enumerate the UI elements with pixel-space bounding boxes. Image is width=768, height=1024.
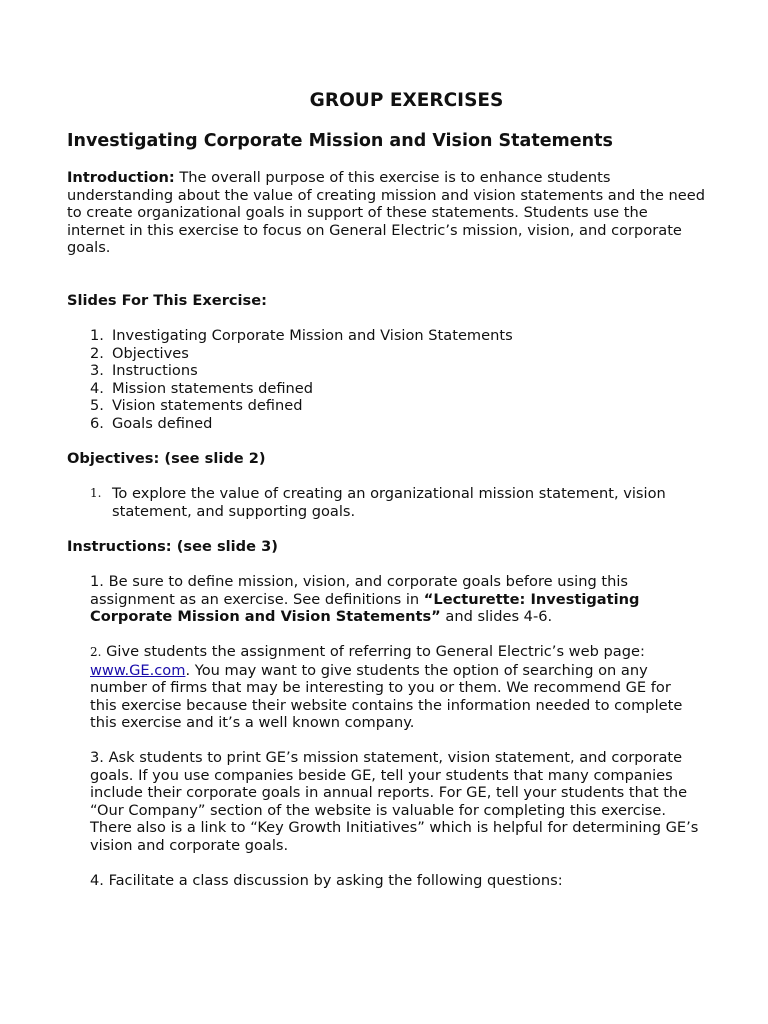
list-number: 2. (90, 344, 104, 362)
lecturette-reference: “Lecturette: Investigating Corporate Mission and Vision Statements” (90, 590, 640, 625)
list-number: 2. (90, 645, 102, 659)
instructions-heading: Instructions: (see slide 3) (67, 538, 278, 555)
list-number: 1. (90, 486, 102, 500)
instruction-item-2 (90, 643, 702, 732)
list-item (90, 345, 513, 363)
list-item (90, 397, 513, 415)
list-item (90, 415, 513, 433)
instruction-item-3: 3. Ask students to print GE’s mission statement, vision statement, and corporate goals. If you use companies beside GE, tell your students that many companies include their corporate goals in annual reports. For GE, tell your students that the “Our Company” section of the website is valuable for completing this exercise. There also is a link to “Key Growth Initiatives” which is helpful for determining GE’s vision and corporate goals. (90, 749, 699, 854)
slides-list (90, 327, 513, 432)
list-item (90, 362, 513, 380)
objectives-heading: Objectives: (see slide 2) (67, 450, 266, 467)
instruction-text: . You may want to give students the option of searching on any number of firms that may be interesting to you or them. We recommend GE for this exercise because their website contains the information needed to complete this exercise and it’s a well known company. (90, 661, 683, 731)
instruction-text: 1. Be sure to define mission, vision, and corporate goals before using this assignment as an exercise. See definitions in (90, 573, 628, 608)
list-text: Goals defined (112, 414, 213, 432)
list-text: Mission statements defined (112, 379, 314, 397)
list-text: Vision statements defined (112, 397, 303, 414)
introduction-text: The overall purpose of this exercise is to enhance students understanding about the value of creating mission and vision statements and the need to create organizational goals in support of these statements. Students use the internet in this exercise to focus on General Electric’s mission, vision, and corporate goals. (67, 169, 705, 256)
slides-heading: Slides For This Exercise: (67, 292, 267, 309)
instruction-text: and slides 4-6. (440, 608, 553, 625)
list-text: Investigating Corporate Mission and Vision Statements (112, 327, 513, 344)
instruction-item-4: 4. Facilitate a class discussion by asking the following questions: (90, 872, 563, 889)
list-text: To explore the value of creating an organizational mission statement, vision statement, and supporting goals. (112, 485, 666, 520)
list-number: 6. (90, 414, 104, 432)
list-text: Objectives (112, 344, 189, 362)
instruction-text: Give students the assignment of referring to General Electric’s web page: (101, 643, 645, 660)
page-subtitle: Investigating Corporate Mission and Vision Statements (67, 131, 613, 151)
list-number: 3. (90, 362, 104, 379)
list-item (90, 327, 513, 345)
introduction-label: Introduction: (67, 169, 175, 186)
page-title: GROUP EXERCISES (309, 90, 504, 111)
objectives-list (90, 485, 700, 520)
list-item (90, 485, 700, 520)
list-number: 1. (90, 327, 104, 344)
list-text: Instructions (112, 362, 198, 379)
list-number: 4. (90, 379, 104, 397)
instruction-item-1 (90, 573, 702, 626)
list-item (90, 380, 513, 398)
ge-website-link[interactable]: www.GE.com (90, 661, 186, 679)
introduction-paragraph (67, 169, 707, 257)
list-number: 5. (90, 397, 104, 414)
